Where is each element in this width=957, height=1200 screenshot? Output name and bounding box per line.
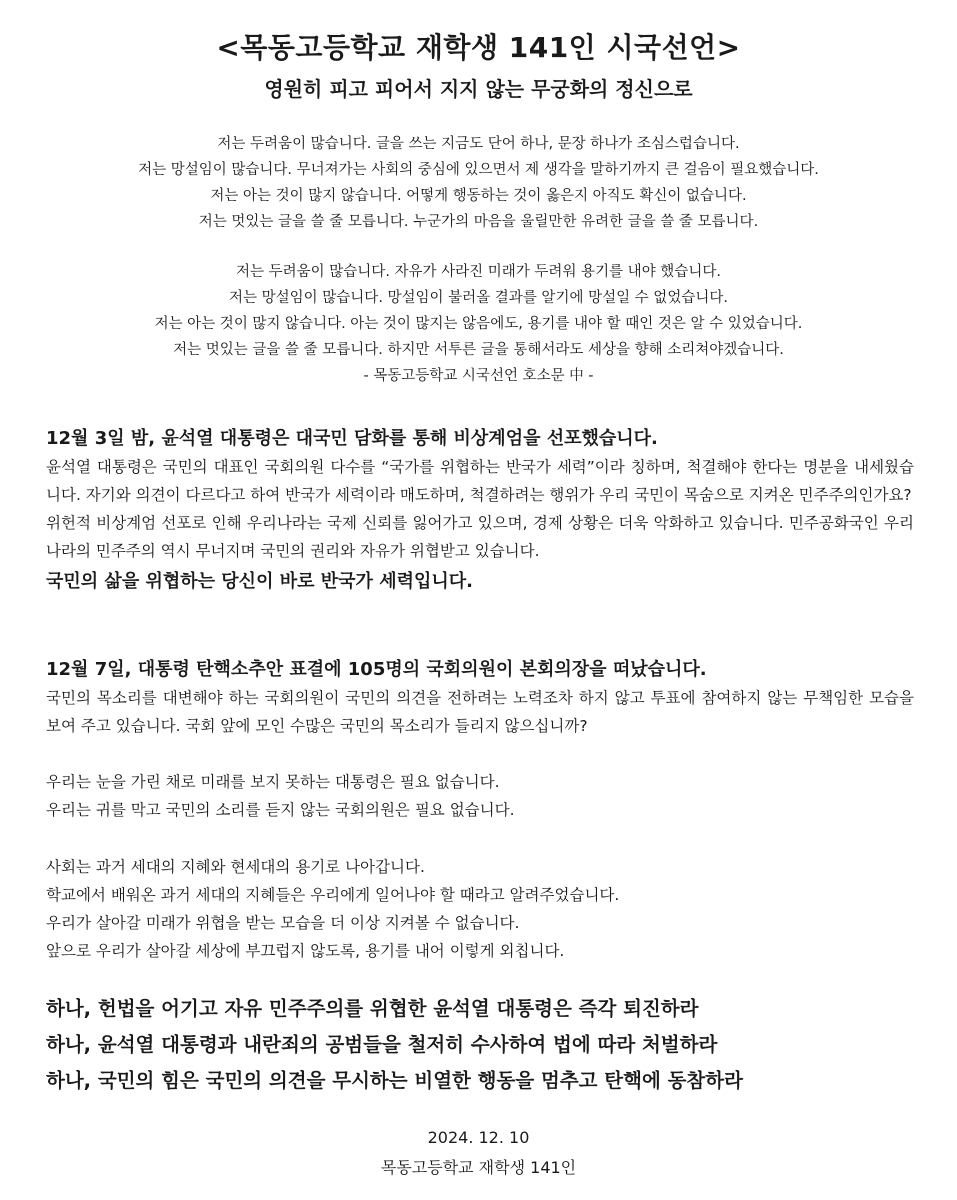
poem-line: 저는 두려움이 많습니다. 자유가 사라진 미래가 두려워 용기를 내야 했습니다. bbox=[236, 264, 721, 280]
statement-line: 학교에서 배워온 과거 세대의 지혜들은 우리에게 일어나야 할 때라고 알려주었습니다. bbox=[46, 886, 620, 904]
poem-stanza-1 bbox=[30, 131, 927, 235]
poem-line: 저는 망설임이 많습니다. 무너져가는 사회의 중심에 있으면서 제 생각을 말하기까지 큰 걸음이 필요했습니다. bbox=[138, 162, 819, 178]
document-signature: 목동고등학교 재학생 141인 bbox=[380, 1158, 577, 1177]
poem-stanza-2 bbox=[30, 259, 927, 389]
resolution-item: 하나, 국민의 힘은 국민의 의견을 무시하는 비열한 행동을 멈추고 탄핵에 동참하라 bbox=[46, 1069, 743, 1092]
statement-line: 우리가 살아갈 미래가 위협을 받는 모습을 더 이상 지켜볼 수 없습니다. bbox=[46, 914, 520, 932]
paragraph: 위헌적 비상계엄 선포로 인해 우리나라는 국제 신뢰를 잃어가고 있으며, 경제 상황은 더욱 악화하고 있습니다. 민주공화국인 우리나라의 민주주의 역시 무너지며 국민의 권리와 자유가 위협받고 있습니다. bbox=[46, 514, 914, 560]
statement-line: 우리는 눈을 가린 채로 미래를 보지 못하는 대통령은 필요 없습니다. bbox=[46, 773, 500, 791]
section-emphasis: 국민의 삶을 위협하는 당신이 바로 반국가 세력입니다. bbox=[46, 571, 473, 592]
poem-line: 저는 아는 것이 많지 않습니다. 어떻게 행동하는 것이 옳은지 아직도 확신이 없습니다. bbox=[210, 188, 747, 204]
poem-line: 저는 두려움이 많습니다. 글을 쓰는 지금도 단어 하나, 문장 하나가 조심스럽습니다. bbox=[217, 136, 740, 152]
paragraph: 국민의 목소리를 대변해야 하는 국회의원이 국민의 의견을 전하려는 노력조차 하지 않고 투표에 참여하지 않는 무책임한 모습을 보여 주고 있습니다. 국회 앞에 모인 수많은 국민의 목소리가 들리지 않으십니까? bbox=[46, 689, 914, 735]
statements-group-2 bbox=[46, 853, 914, 965]
statement-line: 우리는 귀를 막고 국민의 소리를 듣지 않는 국회의원은 필요 없습니다. bbox=[46, 801, 515, 819]
poem-line: 저는 멋있는 글을 쓸 줄 모릅니다. 하지만 서투른 글을 통해서라도 세상을 향해 소리쳐야겠습니다. bbox=[173, 342, 784, 358]
statement-line: 사회는 과거 세대의 지혜와 현세대의 용기로 나아갑니다. bbox=[46, 858, 425, 876]
poem-line: 저는 아는 것이 많지 않습니다. 아는 것이 많지는 않음에도, 용기를 내야 할 때인 것은 알 수 있었습니다. bbox=[154, 316, 803, 332]
statements-group-1 bbox=[46, 768, 914, 824]
paragraph: 윤석열 대통령은 국민의 대표인 국회의원 다수를 “국가를 위협하는 반국가 세력”이라 칭하며, 척결해야 한다는 명분을 내세웠습니다. 자기와 의견이 다르다고 하여 반국가 세력이라 매도하며, 척결하려는 행위가 우리 국민이 목숨으로 지켜온 민주주의인가요? bbox=[46, 458, 914, 504]
section-martial-law bbox=[46, 425, 914, 599]
resolution-item: 하나, 윤석열 대통령과 내란죄의 공범들을 철저히 수사하여 법에 따라 처벌하라 bbox=[46, 1033, 718, 1056]
section-impeachment-vote bbox=[46, 656, 914, 740]
section-body bbox=[46, 684, 914, 740]
statement-line: 앞으로 우리가 살아갈 세상에 부끄럽지 않도록, 용기를 내어 이렇게 외칩니다. bbox=[46, 942, 565, 960]
resolutions-list bbox=[46, 991, 926, 1099]
poem-attribution: - 목동고등학교 시국선언 호소문 中 - bbox=[363, 368, 594, 384]
document-title: <목동고등학교 재학생 141인 시국선언> bbox=[216, 31, 741, 64]
section-heading: 12월 3일 밤, 윤석열 대통령은 대국민 담화를 통해 비상계엄을 선포했습니다. bbox=[46, 428, 658, 449]
section-body bbox=[46, 453, 914, 565]
resolution-item: 하나, 헌법을 어기고 자유 민주주의를 위협한 윤석열 대통령은 즉각 퇴진하라 bbox=[46, 997, 699, 1020]
poem-line: 저는 망설임이 많습니다. 망설임이 불러올 결과를 알기에 망설일 수 없었습니다. bbox=[229, 290, 728, 306]
document-date: 2024. 12. 10 bbox=[427, 1128, 530, 1147]
document-subtitle: 영원히 피고 피어서 지지 않는 무궁화의 정신으로 bbox=[264, 77, 693, 101]
poem-line: 저는 멋있는 글을 쓸 줄 모릅니다. 누군가의 마음을 울릴만한 유려한 글을 쓸 줄 모릅니다. bbox=[198, 214, 759, 230]
section-heading: 12월 7일, 대통령 탄핵소추안 표결에 105명의 국회의원이 본회의장을 떠났습니다. bbox=[46, 659, 707, 680]
